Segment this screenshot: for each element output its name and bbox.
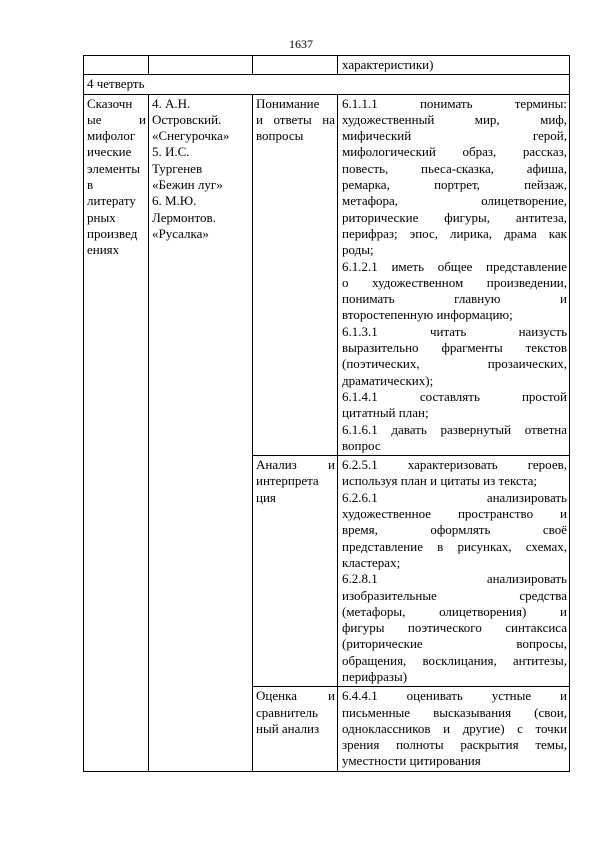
text-line: и ответы на (256, 111, 335, 127)
text-line: обращения, восклицания, антитезы, (342, 652, 567, 668)
text-line: письменные высказывания (свои, (342, 704, 567, 720)
text-line: ция (256, 489, 276, 505)
text-line: Понимание (256, 95, 320, 111)
text-line: ые и (87, 111, 146, 127)
table-cell (338, 56, 570, 75)
text-line: «Бежин луг» (152, 177, 223, 193)
text-line: 6.2.8.1 анализировать (342, 571, 567, 587)
text-line: 6.1.4.1 составлять простой (342, 388, 567, 404)
text-line: перифраз; эпос, лирика, драма как (342, 225, 567, 241)
text-line: метафора, олицетворение, (342, 193, 567, 209)
text-line: элементы (87, 160, 140, 176)
skill-label-cell (253, 687, 338, 771)
text-line: (риторические вопросы, (342, 636, 567, 652)
objectives-cell (338, 456, 570, 687)
objective-item (342, 490, 567, 571)
quarter-label: 4 четверть (84, 75, 570, 94)
objective-item (342, 96, 567, 259)
text-line: мифический герой, (342, 128, 567, 144)
text-line: используя план и цитаты из текста; (342, 473, 537, 489)
text-line: 6.1.1.1 понимать термины: (342, 95, 567, 111)
text-line: представление в рисунках, схемах, (342, 538, 567, 554)
text-line: уместности цитирования (342, 753, 481, 769)
text-line: рных (87, 209, 116, 225)
text-line: ный анализ (256, 720, 320, 736)
objective-item (342, 457, 567, 490)
text-line: кластерах; (342, 554, 401, 570)
objectives-text (342, 457, 567, 685)
objectives-cell (338, 94, 570, 456)
text-line: ические (87, 144, 132, 160)
text-line: повесть, пьеса-сказка, афиша, (342, 160, 567, 176)
quarter-row (84, 75, 570, 94)
text-line: ениях (87, 242, 120, 258)
text-line: 6. М.Ю. (152, 193, 197, 209)
text-line: интерпрета (256, 473, 319, 489)
text-line: художественное пространство и (342, 506, 567, 522)
text-line: (метафоры, олицетворения) и (342, 603, 567, 619)
works-text (152, 96, 250, 243)
text-line: мифолог (87, 128, 136, 144)
table-cell (84, 56, 149, 75)
text-line: изобразительные средства (342, 587, 567, 603)
text-line: 6.1.2.1 иметь общее представление (342, 258, 567, 274)
text-line: вопросы (256, 128, 304, 144)
text-line: Сказочн (87, 95, 133, 111)
text-line: литерату (87, 193, 136, 209)
topic-text (87, 96, 146, 259)
table-row (84, 56, 570, 75)
text-line: Тургенев (152, 160, 203, 176)
text-line: в (87, 177, 94, 193)
text-line: «Русалка» (152, 225, 209, 241)
objective-item (342, 259, 567, 324)
objectives-text (342, 688, 567, 769)
objective-item (342, 324, 567, 389)
text-line: сравнитель (256, 704, 318, 720)
text-line: мифологический образ, рассказ, (342, 144, 567, 160)
text-line: Лермонтов. (152, 209, 216, 225)
objective-item (342, 389, 567, 422)
objective-item (342, 571, 567, 685)
skill-label-cell (253, 456, 338, 687)
text-line: 4. А.Н. (152, 95, 191, 111)
text-line: о художественном произведении, (342, 274, 567, 290)
text-line: Анализ и (256, 457, 335, 473)
table-row (84, 94, 570, 456)
works-cell (149, 94, 253, 771)
text-line: цитатный план; (342, 405, 429, 421)
objective-item (342, 422, 567, 455)
text-line: ремарка, портрет, пейзаж, (342, 177, 567, 193)
text-line: перифразы) (342, 668, 408, 684)
text-line: понимать главную и (342, 291, 567, 307)
text-line: (поэтических, прозаических, (342, 356, 567, 372)
text-line: «Снегурочка» (152, 128, 230, 144)
text-line: Оценка и (256, 688, 335, 704)
text-line: художественный мир, миф, (342, 111, 567, 127)
text-line: произвед (87, 225, 138, 241)
text-line: выразительно фрагменты текстов (342, 340, 567, 356)
text-line: одноклассников и другие) с точки (342, 720, 567, 736)
text-line: риторические фигуры, антитеза, (342, 209, 567, 225)
curriculum-table (83, 55, 570, 772)
skill-label (256, 457, 335, 506)
objective-item (342, 688, 567, 769)
text-line: 6.1.6.1 давать развернутый ответна (342, 421, 567, 437)
text-line: 6.2.6.1 анализировать (342, 489, 567, 505)
cell-text: характеристики) (342, 57, 434, 72)
text-line: 6.4.4.1 оценивать устные и (342, 688, 567, 704)
topic-cell (84, 94, 149, 771)
table-cell (253, 56, 338, 75)
text-line: драматических); (342, 372, 434, 388)
text-line: роды; (342, 242, 374, 258)
text-line: 6.1.3.1 читать наизусть (342, 323, 567, 339)
text-line: зрения полноты раскрытия темы, (342, 737, 567, 753)
objectives-cell (338, 687, 570, 771)
objectives-text (342, 96, 567, 455)
text-line: фигуры поэтического синтаксиса (342, 620, 567, 636)
text-line: время, оформлять своё (342, 522, 567, 538)
skill-label-cell (253, 94, 338, 456)
skill-label (256, 96, 335, 145)
page-number: 1637 (289, 37, 313, 51)
text-line: 5. И.С. (152, 144, 190, 160)
text-line: 6.2.5.1 характеризовать героев, (342, 457, 567, 473)
text-line: Островский. (152, 111, 222, 127)
text-line: вопрос (342, 437, 381, 453)
skill-label (256, 688, 335, 737)
text-line: второстепенную информацию; (342, 307, 513, 323)
table-cell (149, 56, 253, 75)
